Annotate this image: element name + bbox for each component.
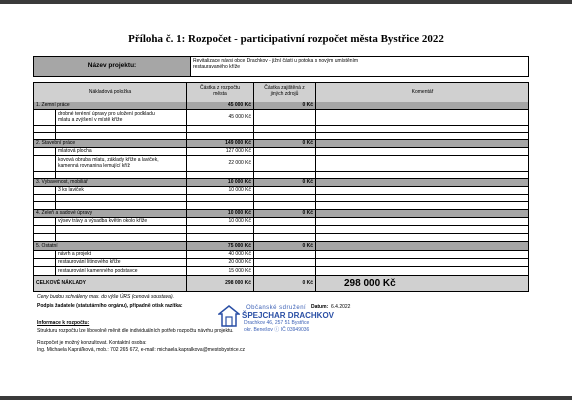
item-amount-cell (186, 148, 253, 156)
item-desc-cell (55, 110, 186, 126)
section-other: 0 Kč (302, 242, 313, 249)
section-title-cell (33, 179, 186, 187)
document-title: Příloha č. 1: Rozpočet - participativní rozpočet města Bystřice 2022 (128, 33, 444, 45)
info-title: Informace k rozpočtu: (37, 320, 90, 326)
consult-line2: Ing. Michaela Kapráľková, mob.: 702 265 672, e-mail: michaela.kapralkova@mestobystrice.cz (37, 347, 246, 353)
table-header-row (33, 82, 529, 103)
date-label: Datum: (311, 304, 329, 310)
item-amount: 10 000 Kč (228, 218, 251, 224)
section-other: 0 Kč (302, 140, 313, 146)
header-amount-line1: Částka z rozpočtu (199, 85, 241, 91)
section-other: 0 Kč (302, 102, 313, 108)
item-row (33, 267, 529, 276)
info-text: Strukturu rozpočtu lze libovolně měnit dle individuálních potřeb rozpočtu návrhu projektu. (37, 328, 234, 334)
item-other-cell (253, 110, 315, 126)
section-other-cell (253, 242, 315, 251)
item-row (33, 110, 529, 126)
item-row (33, 251, 529, 259)
section-amount: 75 000 Kč (227, 242, 251, 249)
section-other-cell (253, 140, 315, 148)
item-indent-cell (33, 156, 55, 172)
item-amount-cell (186, 259, 253, 267)
header-item: Nákladová položka (88, 89, 132, 95)
item-desc-line2: mlatu a zvýšení v místě kříže (58, 117, 123, 123)
section-amount-cell (186, 140, 253, 148)
item-indent-cell (33, 218, 55, 226)
signature-label: Podpis žadatele (statutárního orgánu), případně otisk razítka: (37, 303, 183, 309)
section-row (33, 102, 529, 110)
granary-icon (218, 305, 240, 327)
section-title-cell (33, 242, 186, 251)
scan-edge-bottom (0, 396, 572, 400)
item-desc-cell (55, 156, 186, 172)
item-other-cell (253, 251, 315, 259)
item-comment-cell (315, 148, 529, 156)
item-indent-cell (33, 267, 55, 276)
section-title-cell (33, 102, 186, 110)
item-amount-cell (186, 156, 253, 172)
item-amount-cell (186, 267, 253, 276)
item-indent-cell (33, 110, 55, 126)
project-name-cell (190, 57, 529, 77)
item-desc-cell (55, 259, 186, 267)
item-indent-cell (33, 187, 55, 195)
project-label: Název projektu: (87, 62, 137, 69)
section-title: 3. Vybavenost, mobiliář (36, 179, 88, 185)
item-desc-cell (55, 251, 186, 259)
item-indent-cell (33, 148, 55, 156)
item-comment-cell (315, 218, 529, 226)
item-desc-line1: mlatová plocha (58, 148, 92, 154)
section-amount-cell (186, 179, 253, 187)
item-amount: 22 000 Kč (228, 160, 251, 166)
total-other: 0 Kč (302, 280, 313, 286)
stamp-line2: ŠPEJCHAR DRACHKOV (242, 311, 335, 320)
section-row (33, 140, 529, 148)
total-amount-cell (186, 276, 253, 292)
section-amount: 10 000 Kč (227, 210, 251, 216)
item-desc-cell (55, 218, 186, 226)
section-comment-cell (315, 210, 529, 218)
section-row (33, 179, 529, 187)
project-label-cell (33, 57, 190, 77)
header-other-cell (253, 83, 315, 103)
header-item-cell (33, 83, 186, 103)
section-comment-cell (315, 242, 529, 251)
section-other: 0 Kč (302, 179, 313, 185)
total-label-cell (33, 276, 186, 292)
item-amount-cell (186, 218, 253, 226)
section-title-cell (33, 140, 186, 148)
section-other-cell (253, 210, 315, 218)
section-amount: 45 000 Kč (227, 102, 251, 108)
grand-total: 298 000 Kč (344, 278, 396, 289)
section-other: 0 Kč (302, 210, 313, 216)
section-title: 5. Ostatní (36, 242, 58, 249)
section-other-cell (253, 179, 315, 187)
item-other-cell (253, 148, 315, 156)
item-desc-line1: výsev trávy a výsadba květin okolo kříže (58, 218, 148, 224)
empty-row (33, 133, 529, 140)
header-amount-cell (186, 83, 253, 103)
header-other-line2: jiných zdrojů (270, 91, 299, 97)
header-other-line1: Částka zajištěná z (264, 85, 305, 91)
section-title: 2. Stavební práce (36, 140, 76, 146)
section-comment-cell (315, 140, 529, 148)
section-row (33, 210, 529, 218)
section-title: 1. Zemní práce (36, 102, 70, 108)
section-title: 4. Zeleň a sadové úpravy (36, 210, 93, 216)
date-value: 6.4.2022 (331, 304, 351, 310)
item-desc-line1: kovová obruba mlatu, základy kříže a laviček, (58, 157, 159, 163)
item-amount-cell (186, 251, 253, 259)
header-amount-line2: města (213, 91, 227, 97)
item-desc-line1: drobné terénní úpravy pro uložení podkladu (58, 111, 155, 117)
item-other-cell (253, 156, 315, 172)
total-other-cell (253, 276, 315, 292)
item-amount-cell (186, 110, 253, 126)
price-note: Ceny budou schváleny max. do výše ÚRS (cenová soustava). (37, 294, 175, 300)
item-comment-cell (315, 156, 529, 172)
section-comment-cell (315, 179, 529, 187)
item-desc-line1: restaurování kamenného podstavce (58, 267, 138, 274)
item-desc-cell (55, 267, 186, 276)
item-comment-cell (315, 187, 529, 195)
item-row (33, 156, 529, 172)
section-row (33, 242, 529, 251)
total-label: CELKOVÉ NÁKLADY (36, 280, 87, 286)
header-comment-cell (315, 83, 529, 103)
item-amount: 127 000 Kč (225, 148, 251, 154)
stamp-line1: Občanské sdružení (246, 305, 307, 311)
section-comment-cell (315, 102, 529, 110)
item-amount: 15 000 Kč (228, 267, 251, 274)
item-amount: 40 000 Kč (228, 251, 251, 257)
section-title-cell (33, 210, 186, 218)
empty-row (33, 226, 529, 234)
project-name-line1: Revitalizace návsi obce Drachkov - jižní části u potoka s novým umístěním (193, 58, 359, 64)
project-name-line2: restauravaného kříže (193, 64, 240, 70)
item-desc-cell (55, 148, 186, 156)
item-row (33, 148, 529, 156)
item-row (33, 218, 529, 226)
section-amount-cell (186, 102, 253, 110)
item-comment-cell (315, 259, 529, 267)
empty-row (33, 195, 529, 202)
section-amount: 10 000 Kč (227, 179, 251, 185)
item-amount: 20 000 Kč (228, 259, 251, 265)
item-other-cell (253, 267, 315, 276)
item-desc-line1: restaurování litinového kříže (58, 259, 121, 265)
item-other-cell (253, 259, 315, 267)
total-row (33, 276, 529, 292)
item-comment-cell (315, 267, 529, 276)
section-amount-cell (186, 242, 253, 251)
project-row (33, 56, 529, 77)
item-desc-line1: návrh a projekt (58, 251, 92, 257)
item-amount: 10 000 Kč (228, 187, 251, 193)
empty-row (33, 234, 529, 242)
item-comment-cell (315, 110, 529, 126)
header-comment: Komentář (411, 89, 434, 95)
total-amount: 298 000 Kč (225, 280, 251, 286)
total-grand-cell (315, 276, 529, 292)
section-other-cell (253, 102, 315, 110)
section-amount: 149 000 Kč (225, 140, 251, 146)
item-amount: 45 000 Kč (228, 114, 251, 120)
item-amount-cell (186, 187, 253, 195)
item-desc-cell (55, 187, 186, 195)
section-amount-cell (186, 210, 253, 218)
empty-row (33, 172, 529, 179)
item-row (33, 187, 529, 195)
item-row (33, 259, 529, 267)
empty-row (33, 202, 529, 210)
empty-row (33, 126, 529, 133)
consult-line1: Rozpočet je možný konzultovat. Kontaktní osoba: (37, 340, 147, 346)
item-desc-line1: 3 ks laviček (58, 187, 84, 193)
item-indent-cell (33, 259, 55, 267)
stamp-line4: okr. Benešov ⓘ IČ 03949036 (244, 327, 310, 333)
item-desc-line2: kamenná rovnanina lemující kříž (58, 163, 130, 169)
item-comment-cell (315, 251, 529, 259)
item-other-cell (253, 187, 315, 195)
scan-edge-top (0, 0, 572, 4)
item-other-cell (253, 218, 315, 226)
stamp-line3: Drachkov 46, 257 51 Bystřice (244, 320, 310, 326)
item-indent-cell (33, 251, 55, 259)
